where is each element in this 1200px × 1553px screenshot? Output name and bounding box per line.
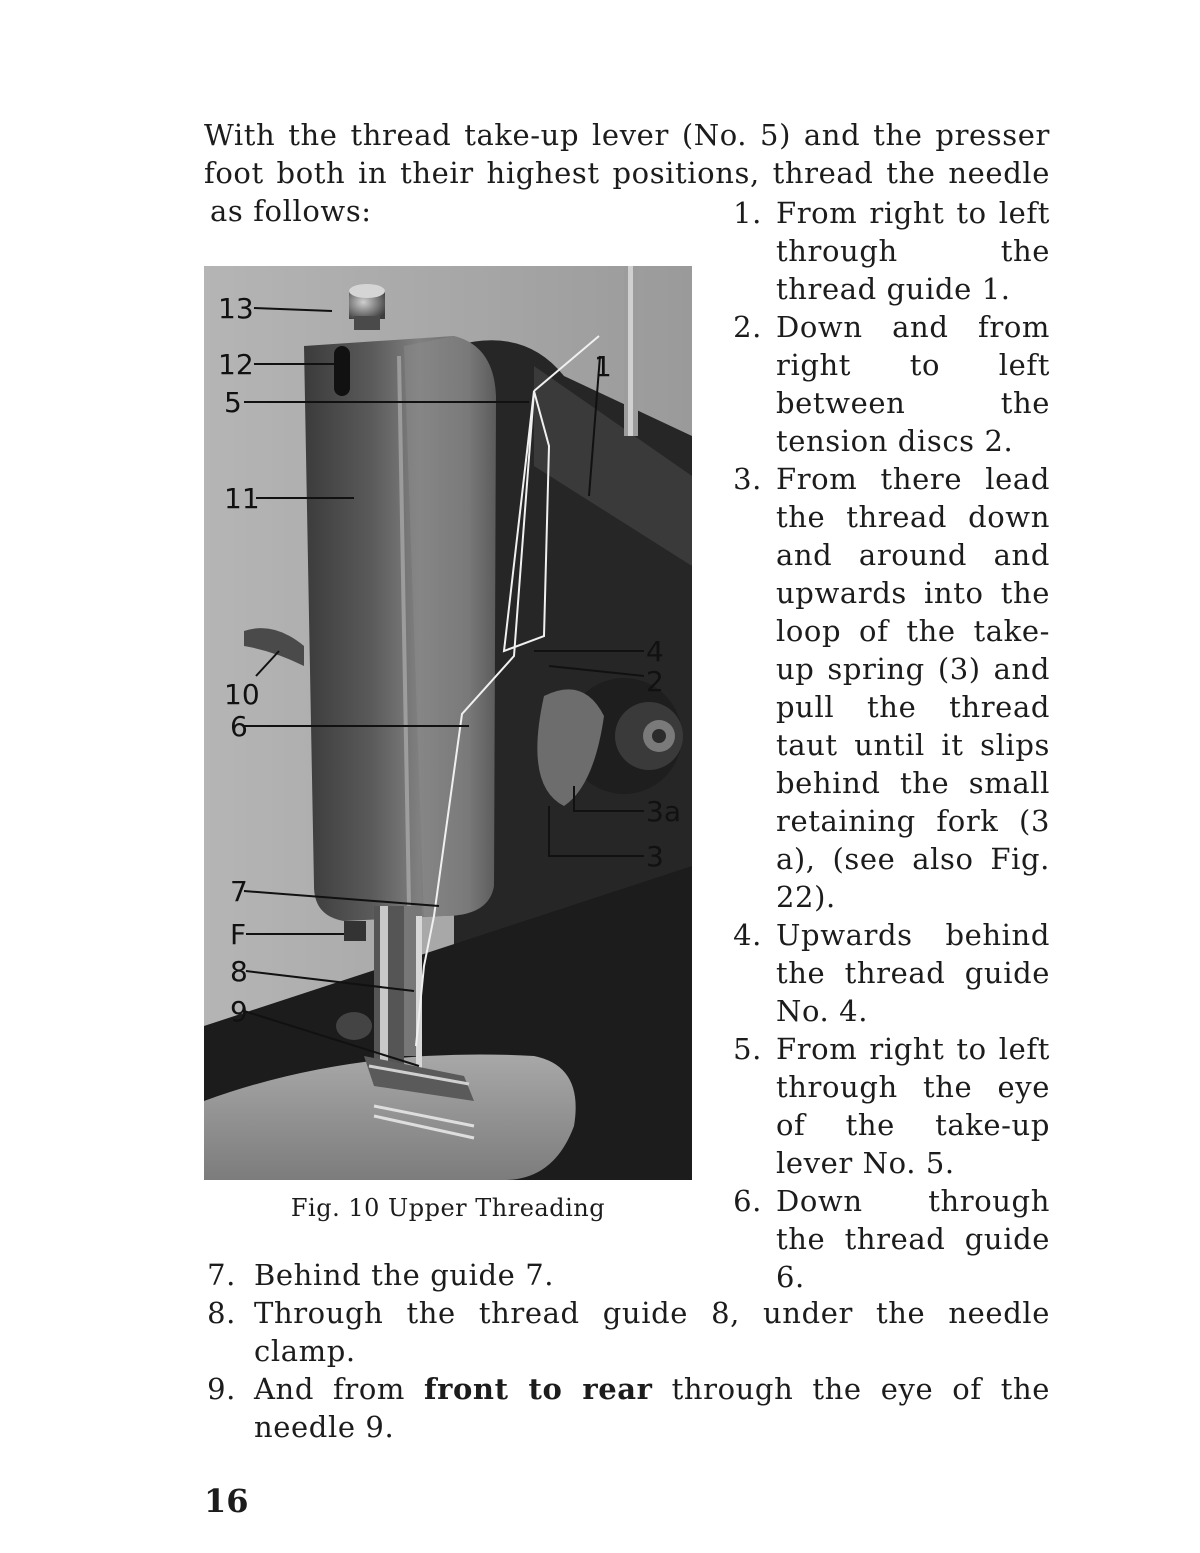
step-text: Through the thread guide 8, under the needle clamp. <box>254 1296 1050 1368</box>
step-8 <box>204 1294 1050 1370</box>
step-number: 6. <box>733 1184 762 1218</box>
intro-line-3: as follows: <box>210 194 372 228</box>
step-number: 9. <box>207 1372 236 1406</box>
label-3: 3 <box>646 840 664 873</box>
step-text: Down and from right to left between the tension discs 2. <box>776 310 1050 458</box>
step-number: 7. <box>207 1258 236 1292</box>
label-10: 10 <box>224 678 260 711</box>
label-F: F <box>230 918 247 951</box>
label-13: 13 <box>218 292 254 325</box>
step-number: 1. <box>733 196 762 230</box>
label-2: 2 <box>646 665 664 698</box>
step-text <box>254 1370 1050 1446</box>
step-3 <box>722 460 1050 916</box>
step-text-bold: front to rear <box>424 1372 653 1406</box>
step-5 <box>722 1030 1050 1182</box>
step-1 <box>722 194 1050 308</box>
step-number: 3. <box>733 462 762 496</box>
steps-list-right <box>722 194 1050 1296</box>
step-text: From right to left through the eye of the take-up lever No. 5. <box>776 1032 1050 1180</box>
intro-line-2: foot both in their highest positions, thread the needle <box>204 156 1050 190</box>
steps-list-bottom <box>204 1256 1050 1446</box>
step-9 <box>204 1370 1050 1446</box>
upper-threading-figure <box>204 266 692 1180</box>
sewing-machine-illustration <box>204 266 692 1180</box>
label-12: 12 <box>218 348 254 381</box>
intro-line-1: With the thread take-up lever (No. 5) and the presser <box>204 118 1050 152</box>
page-number: 16 <box>204 1482 249 1520</box>
step-text: From right to left through the thread guide 1. <box>776 196 1050 306</box>
label-11: 11 <box>224 482 260 515</box>
step-2 <box>722 308 1050 460</box>
step-text: From there lead the thread down and around and upwards into the loop of the take-up spring (3) and pull the thread taut until it slips behind the small retaining fork (3 a), (see also Fig. 22). <box>776 462 1050 914</box>
label-5: 5 <box>224 386 242 419</box>
step-text: Upwards behind the thread guide No. 4. <box>776 918 1050 1028</box>
label-7: 7 <box>230 875 248 908</box>
step-text: Behind the guide 7. <box>254 1258 555 1292</box>
step-text-post: through the eye of the needle 9. <box>254 1372 1050 1444</box>
label-4: 4 <box>646 635 664 668</box>
step-number: 2. <box>733 310 762 344</box>
label-9: 9 <box>230 995 248 1028</box>
label-3a: 3a <box>646 795 681 828</box>
step-7 <box>204 1256 1050 1294</box>
step-4 <box>722 916 1050 1030</box>
label-1: 1 <box>594 350 612 383</box>
label-6: 6 <box>230 710 248 743</box>
step-text: Down through the thread guide 6. <box>776 1184 1050 1294</box>
step-number: 4. <box>733 918 762 952</box>
step-text-pre: And from <box>254 1372 425 1406</box>
step-number: 8. <box>207 1296 236 1330</box>
figure-caption: Fig. 10 Upper Threading <box>290 1194 606 1222</box>
step-number: 5. <box>733 1032 762 1066</box>
label-8: 8 <box>230 955 248 988</box>
